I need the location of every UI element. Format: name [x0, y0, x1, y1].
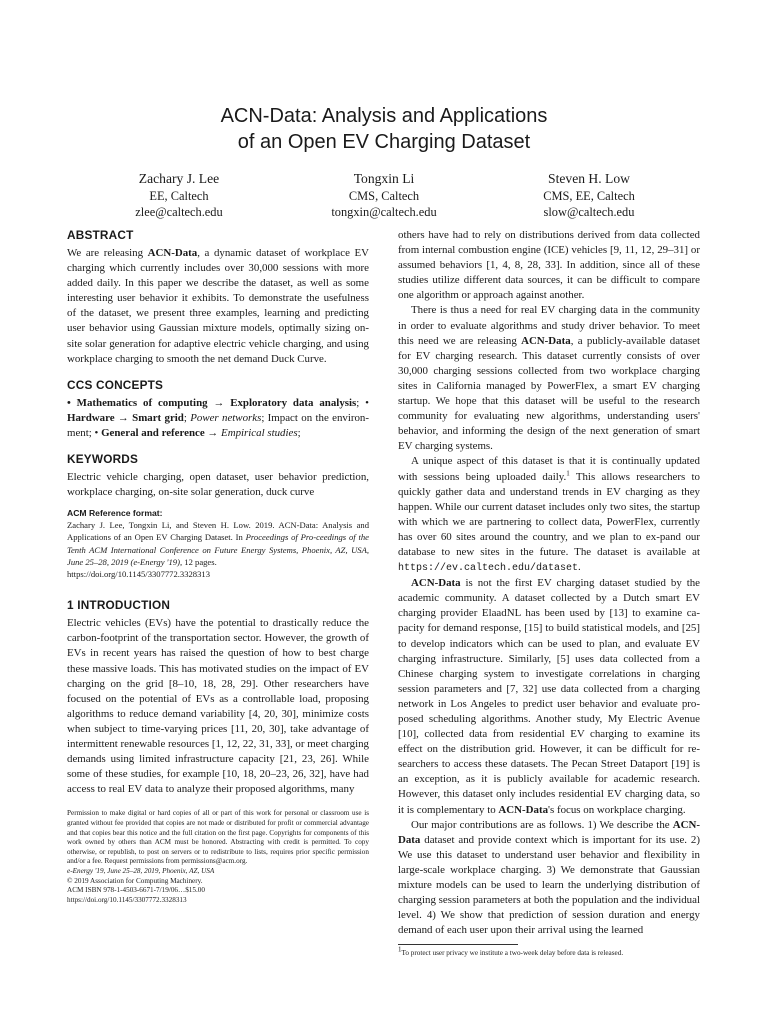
dataset-url: https://ev.caltech.edu/dataset: [398, 563, 579, 575]
author-email: tongxin@caltech.edu: [331, 205, 437, 219]
author-block: [479, 170, 699, 220]
ccs-text: • Mathematics of computing → Exploratory data analysis; • Hardware → Smart grid; Power networks; Impact on the environ-ment; • General and reference → Empirical studies;: [67, 396, 370, 439]
author-block: [274, 170, 494, 220]
abstract-text: We are releasing ACN-Data, a dynamic dataset of workplace EV charging which currently includes over 30,000 sessions with more added daily. In this paper we describe the dataset, as well as some interesting user behavior it exhibits. To demonstrate the usefulness of the dataset, we present three examples, learning and predicting user behavior using Gaussian mixture models, optimally sizing on-site solar generation for adaptive electric vehicle charging, and using workplace charging to smooth the net demand Duck Curve.: [67, 247, 370, 365]
abstract-heading: ABSTRACT: [67, 228, 134, 242]
permission-doi: https://doi.org/10.1145/3307772.3328313: [67, 895, 187, 904]
author-block: [69, 170, 289, 220]
acm-reference-heading: ACM Reference format:: [67, 508, 163, 519]
left-column: [67, 228, 369, 905]
author-name: Steven H. Low: [548, 171, 630, 186]
ccs-heading: CCS CONCEPTS: [67, 377, 164, 392]
keywords-text: Electric vehicle charging, open dataset, user behavior prediction, workplace charging, on-site solar generation, duck curve: [67, 471, 369, 499]
author-name: Tongxin Li: [353, 171, 415, 186]
title-line-2: of an Open EV Charging Dataset: [237, 131, 531, 153]
conference-line: e-Energy '19, June 25–28, 2019, Phoenix, AZ, USA: [67, 866, 215, 875]
acm-reference-text: Zachary J. Lee, Tongxin Li, and Steven H. Low. 2019. ACN-Data: Analysis and Applications of an Open EV Charging Dataset. In Proceedings of Pro-ceedings of the Tenth ACM International Conference on Future Energy Systems, Phoenix, AZ, USA, June 25–28, 2019 (e-Energy '19), 12 pages. https://doi.org/10.1145/3307772.3328313: [67, 520, 369, 580]
permission-block: [67, 809, 369, 905]
author-affiliation: CMS, EE, Caltech: [543, 189, 635, 203]
author-email: zlee@caltech.edu: [135, 205, 223, 219]
permission-text: Permission to make digital or hard copies of all or part of this work for personal or classroom use is granted without fee provided that copies are not made or distributed for profit or commercial advantage and that copies bear this notice and the full citation on the first page. Copyrights for components of this work owned by others than ACM must be honored. Abstracting with credit is permitted. To copy otherwise, or republish, to post on servers or to redistribute to lists, requires prior specific permission and/or a fee. Request permissions from permissions@acm.org.: [67, 809, 369, 866]
paper-title: [0, 103, 768, 155]
footnote: $^1$To protect user privacy we institute a two-week delay before data is released.: [398, 946, 624, 958]
introduction-text: Electric vehicles (EVs) have the potential to drastically reduce the carbon-footprint of the transportation sector. However, the growth of EVs in recent years has raised the question of how to best charge these massive loads. This has motivated studies on the impact of EV charging on the grid [8–10, 18, 28, 29]. Other researchers have focused on the potential of EVs as a controllable load, proposing algorithms to reduce demand variability [4, 20, 30], minimize costs when subject to time-varying prices [11, 20, 30], take advantage of intermittent renewable resources [1, 12, 22, 31, 33], or meet charging demands using limited infrastructure capacity [21, 23, 26]. While some of these studies, for example [10, 18, 20–23, 26, 32], have had access to real EV data to analyze their proposed algorithms, many: [67, 617, 369, 796]
author-email: slow@caltech.edu: [543, 205, 635, 219]
author-affiliation: EE, Caltech: [149, 189, 209, 203]
title-line-1: ACN-Data: Analysis and Applications: [220, 105, 548, 127]
author-affiliation: CMS, Caltech: [348, 189, 420, 203]
body-paragraph: A unique aspect of this dataset is that it is continually updated with sessions being uploaded daily.$^1$ This allows researchers to quickly gather data and understand trends in EV charging as they happen. While our current dataset includes only two sites, the startup with which we are partnering to collect data, PowerFlex, currently has over 60 sites around the country, and we plan to ex-pand our database to new sites in the future. The dataset is available at https://ev.caltech.edu/dataset.: [398, 455, 700, 575]
body-paragraph: others have had to rely on distributions derived from data collected from internal combustion engine (ICE) vehicles [9, 11, 12, 29–31] or assumed behaviors [1, 4, 8, 28, 33]. In addition, since all of these studies utilize different data sources, it can be difficult to compare one algorithm or approach against another.: [398, 229, 700, 302]
right-column: [398, 228, 700, 959]
isbn-line: ACM ISBN 978-1-4503-6671-7/19/06…$15.00: [67, 886, 205, 895]
keywords-heading: KEYWORDS: [67, 452, 139, 467]
body-paragraph: ACN-Data is not the first EV charging dataset studied by the academic community. A dataset collected by a Dutch smart EV charging provider ElaadNL has been used by [13] to examine ca-pacity for demand response, [15] to build statistical models, and [25] to develop indicators which can be used to plan, and evaluate EV charging infrastructure. Similarly, [5] uses data collected from a Chinese charging system to investigate correlations in charging session parameters and [7, 32] use data collected from a charging network in Los Angeles to predict user behavior and evaluate pro-posed scheduling algorithms. Another study, My Electric Avenue [10], collected data from residential EV charging to examine its effect on the distribution grid. However, it can be difficult for re-searchers to access these datasets. The Pecan Street Dataport [19] is an exception, as it is publicly available for academic research. However, this dataset only includes residential EV charging data, so it is complementary to ACN-Data's focus on workplace charging.: [398, 577, 700, 816]
body-paragraph: There is thus a need for real EV charging data in the community in order to evaluate algorithms and study driver behavior. To meet this need we are releasing ACN-Data, a publicly-available dataset for EV charging research. This dataset currently consists of over 30,000 charging sessions collected from two workplace charging sites in California managed by PowerFlex, a smart EV charging startup. We hope that this dataset will be useful to the research community for evaluating new algorithms, understanding users' behavior, and informing the design of the next generation of smart EV charging systems.: [398, 304, 700, 453]
acm-reference-doi: https://doi.org/10.1145/3307772.3328313: [67, 569, 210, 580]
copyright-line: © 2019 Association for Computing Machinery.: [67, 876, 203, 885]
introduction-heading: 1 INTRODUCTION: [67, 598, 171, 613]
footnote-rule: [398, 944, 518, 945]
body-paragraph: Our major contributions are as follows. 1) We describe the ACN-Data dataset and provide context which is important for its use. 2) We use this dataset to understand user behavior and flexibility in large-scale workplace charging. 3) We demonstrate that Gaussian mixture models can be used to learn the underlying distribution of charging session parameters at both the population and the individual level. 4) We show that prediction of session duration and energy demand of each user upon their arrival using the learned: [398, 818, 700, 937]
footnote-marker: 1: [566, 468, 570, 477]
author-name: Zachary J. Lee: [138, 171, 220, 186]
